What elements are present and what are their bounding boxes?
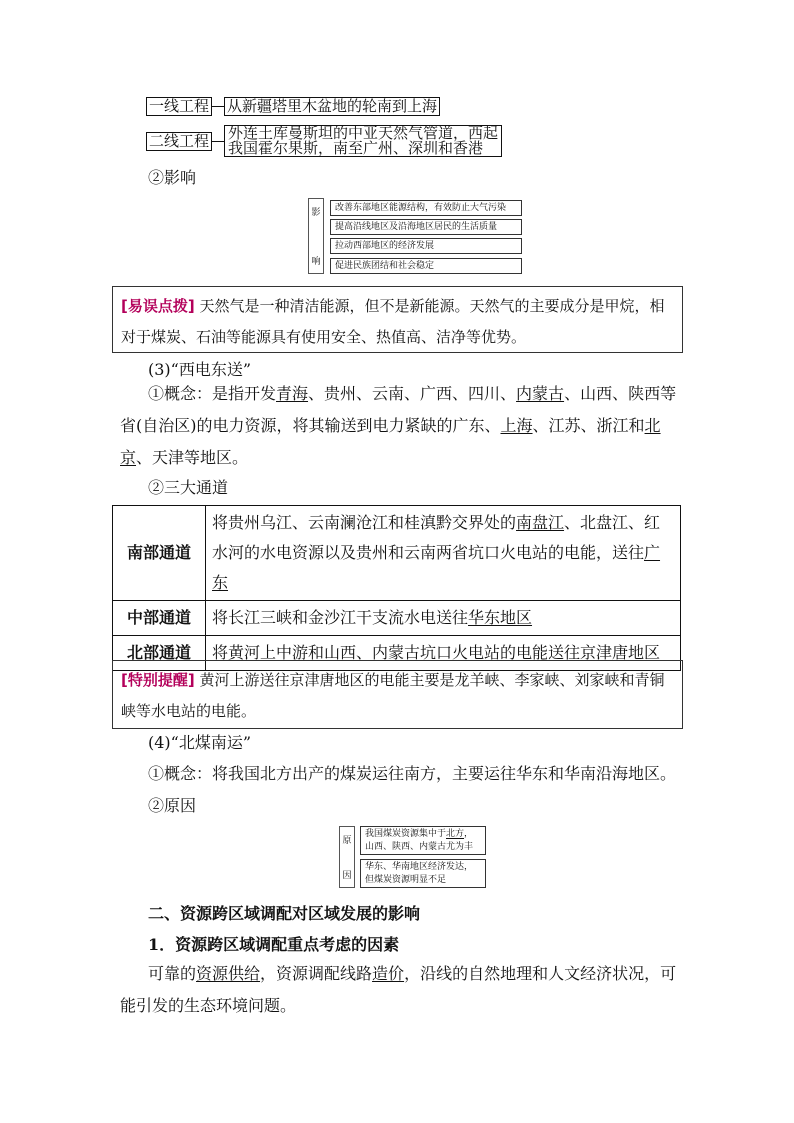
channels-heading: ②三大通道 bbox=[148, 478, 229, 497]
impact-label-bottom: 响 bbox=[311, 257, 321, 267]
channel-name: 中部通道 bbox=[113, 601, 206, 636]
west-east-concept bbox=[120, 378, 684, 474]
concept-key: 北京 bbox=[120, 416, 661, 467]
channel-name: 北部通道 bbox=[113, 636, 206, 671]
line2-label: 二线工程 bbox=[146, 132, 212, 151]
section2-heading: 二、资源跨区域调配对区域发展的影响 bbox=[148, 904, 421, 923]
concept-key: 青海 bbox=[276, 384, 309, 403]
concept-key: 内蒙古 bbox=[516, 384, 565, 403]
impact-label-top: 影 bbox=[311, 208, 321, 218]
tip-box-misconception bbox=[112, 286, 683, 353]
reason-label-bottom: 因 bbox=[342, 871, 352, 881]
impact-item: 拉动西部地区的经济发展 bbox=[330, 238, 522, 254]
reason-label-top: 原 bbox=[342, 836, 352, 846]
tip-tag: [易误点拨] bbox=[121, 297, 195, 315]
section-heading-north-south: (4)“北煤南运” bbox=[148, 733, 252, 752]
impact-item: 改善东部地区能源结构，有效防止大气污染 bbox=[330, 200, 522, 216]
north-south-concept: ①概念：将我国北方出产的煤炭运往南方，主要运往华东和华南沿海地区。 bbox=[148, 764, 677, 783]
connector-line bbox=[212, 141, 224, 142]
section-heading-west-east: (3)“西电东送” bbox=[148, 360, 252, 379]
impact-diagram-label bbox=[308, 198, 324, 274]
tip-text: 黄河上游送往京津唐地区的电能主要是龙羊峡、李家峡、刘家峡和青铜峡等水电站的电能。 bbox=[121, 671, 665, 720]
reason-heading: ②原因 bbox=[148, 796, 197, 815]
impact-item: 促进民族团结和社会稳定 bbox=[330, 258, 522, 274]
concept-text: 、江苏、浙江和 bbox=[532, 416, 645, 435]
reason-item: 华东、华南地区经济发达，但煤炭资源明显不足 bbox=[360, 859, 486, 888]
concept-text: 、贵州、云南、广西、四川、 bbox=[308, 384, 517, 403]
line1-label: 一线工程 bbox=[146, 97, 212, 116]
section2-sub1: 1．资源跨区域调配重点考虑的因素 bbox=[148, 935, 400, 954]
tip-box-reminder bbox=[112, 660, 683, 729]
channel-desc: 将长江三峡和金沙江干支流水电送往华东地区 bbox=[206, 601, 681, 636]
line2-text bbox=[224, 125, 502, 157]
channel-name: 南部通道 bbox=[113, 506, 206, 601]
impact-item: 提高沿线地区及沿海地区居民的生活质量 bbox=[330, 219, 522, 235]
line2-text-1: 外连土库曼斯坦的中亚天然气管道，西起 bbox=[228, 124, 499, 142]
reason-item: 我国煤炭资源集中于北方，山西、陕西、内蒙古尤为丰 bbox=[360, 826, 486, 855]
concept-text: 、天津等地区。 bbox=[136, 448, 249, 467]
channel-desc: 将贵州乌江、云南澜沧江和桂滇黔交界处的南盘江、北盘江、红水河的水电资源以及贵州和云南两省坑口火电站的电能，送往广东 bbox=[206, 506, 681, 601]
table-row bbox=[113, 506, 681, 601]
line2-text-2: 我国霍尔果斯，南至广州、深圳和香港 bbox=[228, 139, 484, 157]
impact-heading: ②影响 bbox=[148, 168, 197, 187]
reason-diagram-label bbox=[339, 826, 355, 888]
concept-text: 、山西、陕西等省(自治区)的电力资源，将其输送到电力紧缺的广东、 bbox=[120, 384, 677, 435]
channels-table bbox=[112, 505, 681, 671]
line1-text: 从新疆塔里木盆地的轮南到上海 bbox=[224, 97, 440, 116]
connector-line bbox=[212, 106, 224, 107]
section2-paragraph: 可靠的资源供给，资源调配线路造价，沿线的自然地理和人文经济状况，可能引发的生态环境问题。 bbox=[120, 964, 677, 1015]
channel-desc: 将黄河上中游和山西、内蒙古坑口火电站的电能送往京津唐地区 bbox=[206, 636, 681, 671]
concept-key: 上海 bbox=[500, 416, 533, 435]
tip-tag: [特别提醒] bbox=[121, 671, 195, 689]
pipeline-line1 bbox=[146, 97, 440, 116]
pipeline-line2 bbox=[146, 125, 502, 157]
tip-text: 天然气是一种清洁能源，但不是新能源。天然气的主要成分是甲烷，相对于煤炭、石油等能源具有使用安全、热值高、洁净等优势。 bbox=[121, 297, 665, 346]
table-row bbox=[113, 601, 681, 636]
concept-text: ①概念：是指开发 bbox=[148, 384, 277, 403]
